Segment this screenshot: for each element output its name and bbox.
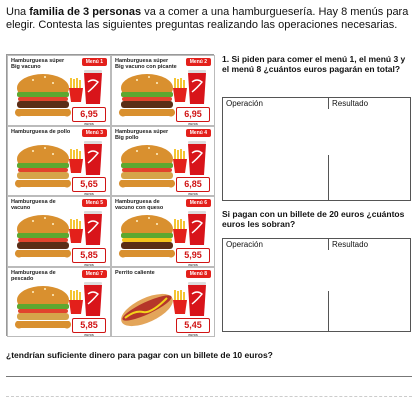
burger-icon: [11, 68, 75, 122]
intro-text: Una familia de 3 personas va a comer a una hamburguesería. Hay 8 menús para elegir. Contesta las siguientes preguntas realizando las operaciones necesarias.: [6, 6, 409, 31]
burger-icon: [11, 139, 75, 193]
burger-icon: [115, 139, 179, 193]
price-unit: euros: [84, 192, 94, 196]
menu-card: [111, 126, 215, 197]
operation-table-1: [222, 97, 411, 201]
menu-name: Hamburguesa de vacuno: [11, 199, 56, 211]
price-tag: [72, 318, 106, 337]
menu-number-badge: Menú 3: [82, 129, 107, 137]
price-value: 5,45: [184, 320, 202, 330]
result-answer-cell[interactable]: [329, 291, 412, 332]
question-2: Si pagan con un billete de 20 euros ¿cuántos euros les sobran?: [222, 209, 405, 229]
price-unit: euros: [188, 192, 198, 196]
burger-icon: [11, 209, 75, 263]
price-value: 5,85: [80, 249, 98, 260]
result-header: Resultado: [332, 99, 369, 108]
operation-header: Operación: [223, 239, 329, 250]
question-1: 1. Si piden para comer el menú 1, el menú 3 y el menú 8 ¿cuántos euros pagarán en total?: [222, 54, 406, 74]
price-value: 5,65: [80, 179, 98, 189]
answer-line-faint: [6, 396, 412, 397]
burger-icon: [115, 68, 179, 122]
price-value: 5,95: [184, 249, 202, 260]
cola-cup-icon: [82, 141, 104, 175]
menu-number-badge: Menú 2: [186, 58, 211, 66]
price-unit: euros: [84, 121, 94, 126]
price-tag: [176, 107, 210, 126]
price-value: 5,85: [80, 320, 98, 330]
question-3: ¿tendrían suficiente dinero para pagar con un billete de 10 euros?: [6, 350, 273, 360]
menu-number-badge: Menú 7: [82, 270, 107, 278]
menu-number-badge: Menú 4: [186, 129, 211, 137]
burger-icon: [115, 209, 179, 263]
price-value: 6,85: [184, 179, 202, 189]
price-unit: euros: [188, 333, 198, 337]
cola-cup-icon: [186, 141, 208, 175]
menu-grid: [6, 54, 214, 336]
price-unit: euros: [84, 333, 94, 337]
menu-name: Hamburguesa de pollo: [11, 128, 71, 135]
menu-card: [7, 55, 111, 126]
answer-line[interactable]: [6, 376, 412, 377]
menu-name: Hamburguesa súper Big pollo: [115, 128, 169, 141]
cola-cup-icon: [82, 282, 104, 316]
menu-number-badge: Menú 5: [82, 199, 107, 207]
burger-icon: [11, 280, 75, 334]
price-unit: euros: [188, 262, 198, 267]
menu-number-badge: Menú 1: [82, 58, 107, 66]
cola-cup-icon: [82, 70, 104, 104]
price-tag: [72, 107, 106, 126]
hotdog-icon: [115, 280, 179, 334]
operation-answer-cell[interactable]: [223, 291, 329, 332]
menu-name: Hamburguesa súper Big vacuno con picante: [115, 58, 177, 70]
cola-cup-icon: [186, 70, 208, 104]
menu-name: Hamburguesa de pescado: [11, 269, 56, 282]
cola-cup-icon: [82, 211, 104, 245]
price-unit: euros: [188, 121, 198, 126]
menu-card: [7, 196, 111, 267]
menu-card: [111, 55, 215, 126]
price-tag: [72, 248, 106, 267]
cola-cup-icon: [186, 211, 208, 245]
menu-card: [111, 196, 215, 267]
price-tag: [176, 177, 210, 196]
cola-cup-icon: [186, 282, 208, 316]
price-value: 6,95: [80, 108, 98, 119]
result-header: Resultado: [332, 240, 369, 249]
menu-name: Perrito caliente: [115, 269, 155, 276]
operation-table-2: [222, 238, 411, 332]
price-tag: [176, 248, 210, 267]
menu-card: [7, 267, 111, 338]
operation-header: Operación: [223, 98, 329, 109]
result-answer-cell[interactable]: [329, 155, 412, 201]
price-unit: euros: [84, 262, 94, 267]
menu-name: Hamburguesa de vacuno con queso: [115, 199, 164, 211]
menu-card: [7, 126, 111, 197]
price-value: 6,95: [184, 108, 202, 119]
price-tag: [176, 318, 210, 337]
menu-name: Hamburguesa súper Big vacuno: [11, 58, 65, 70]
operation-answer-cell[interactable]: [223, 155, 329, 201]
menu-number-badge: Menú 8: [186, 270, 211, 278]
menu-number-badge: Menú 6: [186, 199, 211, 207]
price-tag: [72, 177, 106, 196]
menu-card: [111, 267, 215, 338]
